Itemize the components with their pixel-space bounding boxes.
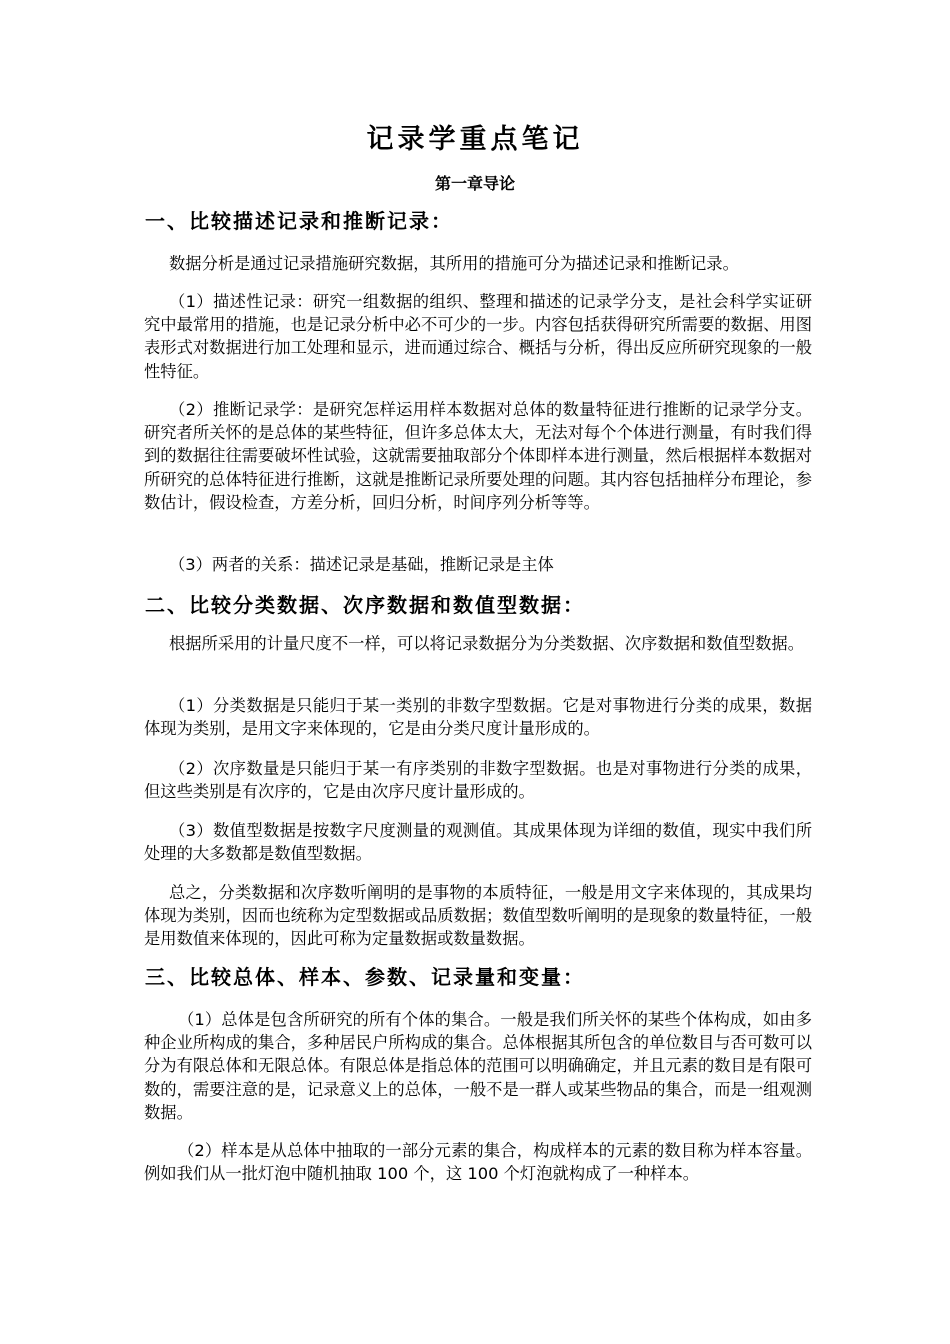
paragraph: （1）总体是包含所研究的所有个体的集合。一般是我们所关怀的某些个体构成，如由多种企业所构成的集合，多种居民户所构成的集合。总体根据其所包含的单位数目与否可数可以分为有限总体和无限总体。有限总体是指总体的范围可以明确确定，并且元素的数目是有限可数的，需要注意的是，记录意义上的总体，一般不是一群人或某些物品的集合，而是一组观测数据。 [144,1010,812,1122]
section-heading-2: 二、比较分类数据、次序数据和数值型数据： [145,593,585,617]
paragraph: 总之，分类数据和次序数听阐明的是事物的本质特征，一般是用文字来体现的，其成果均体现为类别，因而也统称为定型数据或品质数据；数值型数听阐明的是现象的数量特征，一般是用数值来体现的，因此可称为定量数据或数量数据。 [144,883,812,949]
paragraph: 根据所采用的计量尺度不一样，可以将记录数据分为分类数据、次序数据和数值型数据。 [169,634,804,653]
paragraph: （2）样本是从总体中抽取的一部分元素的集合，构成样本的元素的数目称为样本容量。例如我们从一批灯泡中随机抽取 100 个，这 100 个灯泡就构成了一种样本。 [144,1141,812,1184]
paragraph: （2）次序数量是只能归于某一有序类别的非数字型数据。也是对事物进行分类的成果，但这些类别是有次序的，它是由次序尺度计量形成的。 [144,759,812,802]
document-title: 记录学重点笔记 [366,124,584,155]
chapter-title: 第一章导论 [434,174,515,193]
paragraph: （2）推断记录学：是研究怎样运用样本数据对总体的数量特征进行推断的记录学分支。研究者所关怀的是总体的某些特征，但许多总体太大，无法对每个个体进行测量，有时我们得到的数据往往需要破坏性试验，这就需要抽取部分个体即样本进行测量，然后根据样本数据对所研究的总体特征进行推断，这就是推断记录所要处理的问题。其内容包括抽样分布理论，参数估计，假设检查，方差分析，回归分析，时间序列分析等等。 [144,400,812,512]
section-heading-1: 一、比较描述记录和推断记录： [145,209,453,233]
paragraph: （3）数值型数据是按数字尺度测量的观测值。其成果体现为详细的数值，现实中我们所处理的大多数都是数值型数据。 [144,821,812,864]
paragraph: （1）描述性记录：研究一组数据的组织、整理和描述的记录学分支，是社会科学实证研究中最常用的措施，也是记录分析中必不可少的一步。内容包括获得研究所需要的数据、用图表形式对数据进行加工处理和显示，进而通过综合、概括与分析，得出反应所研究现象的一般性特征。 [144,292,812,381]
paragraph: 数据分析是通过记录措施研究数据，其所用的措施可分为描述记录和推断记录。 [169,254,739,273]
paragraph: （3）两者的关系：描述记录是基础，推断记录是主体 [169,555,554,574]
section-heading-3: 三、比较总体、样本、参数、记录量和变量： [145,965,585,989]
paragraph: （1）分类数据是只能归于某一类别的非数字型数据。它是对事物进行分类的成果，数据体现为类别，是用文字来体现的，它是由分类尺度计量形成的。 [144,696,812,739]
